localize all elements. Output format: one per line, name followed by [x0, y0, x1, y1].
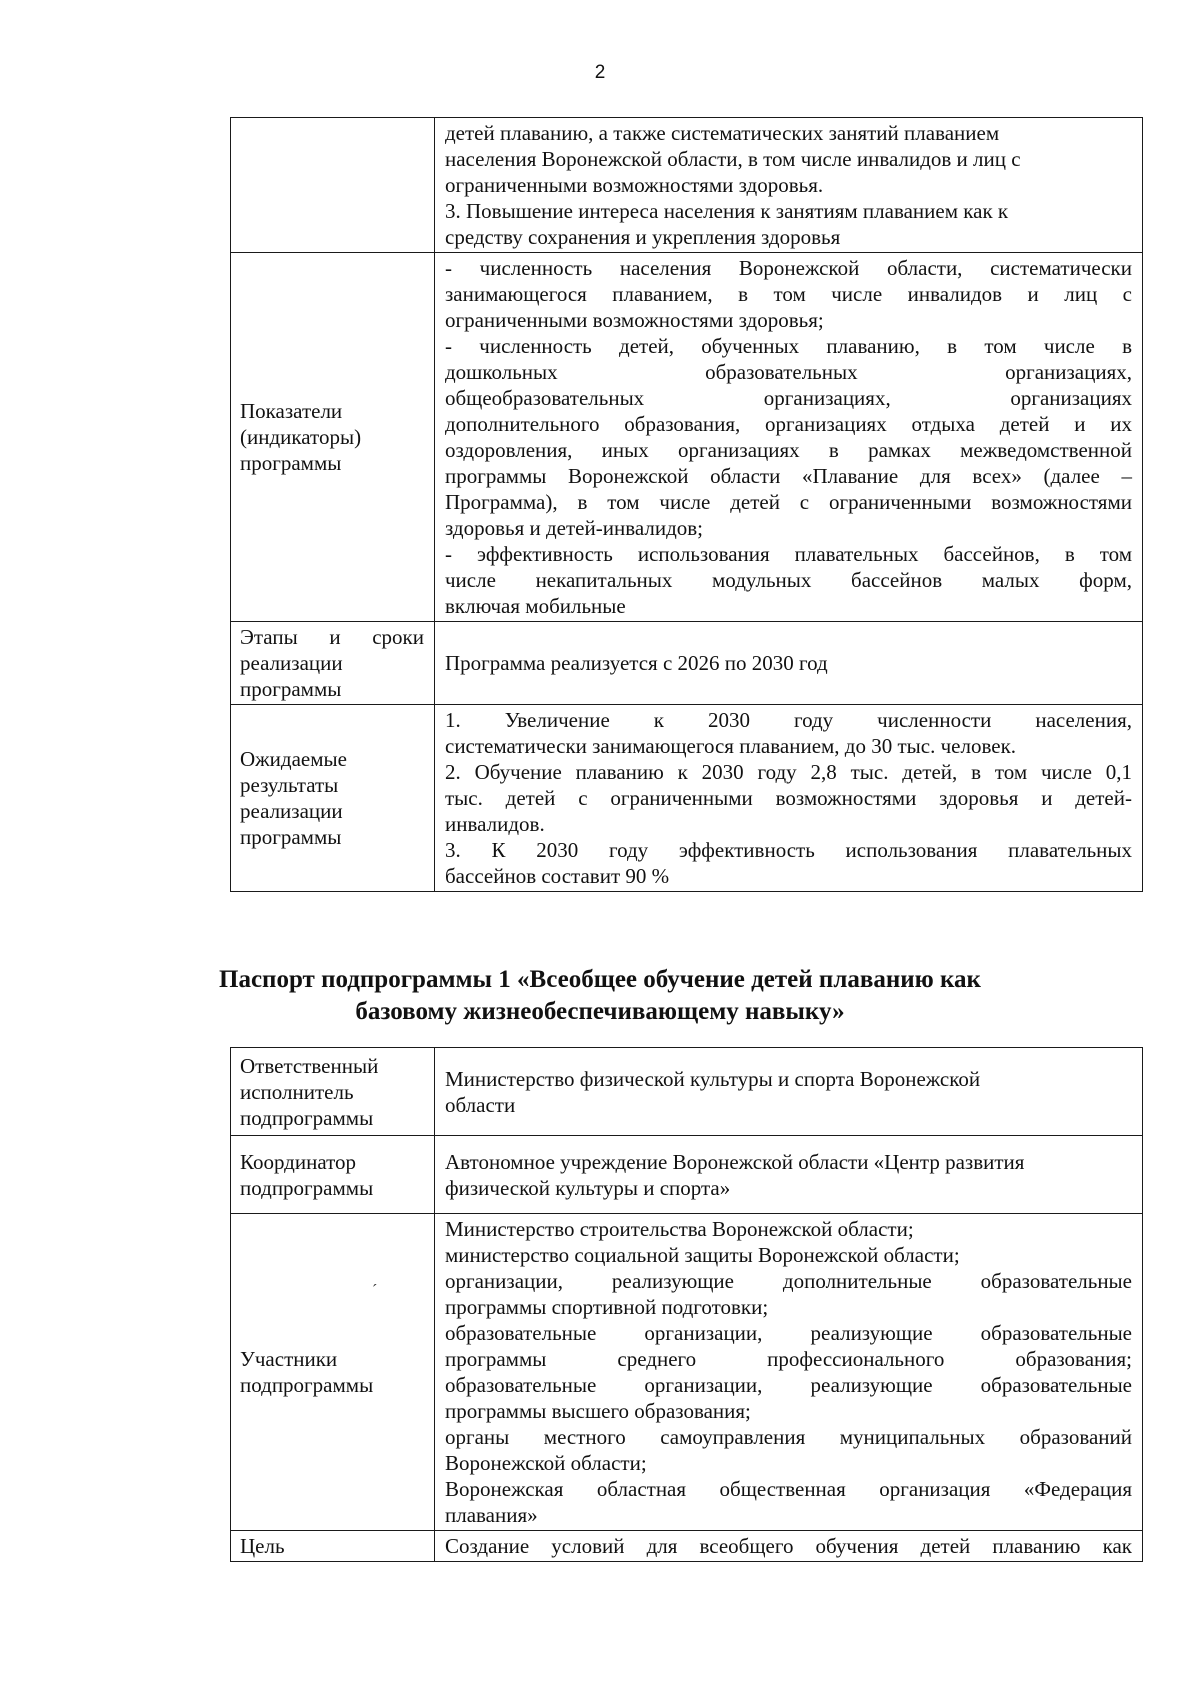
row-content-cell [435, 118, 1143, 253]
content-line: - эффективность использования плавательных бассейнов, в том [445, 542, 1132, 566]
row-stages [231, 622, 1143, 705]
row-label-cell [231, 1214, 435, 1531]
row-label-cell [231, 1048, 435, 1136]
row-label: Цель [240, 1534, 285, 1558]
content-line: общеобразовательных организациях, организациях [445, 386, 1132, 410]
content-line: здоровья и детей-инвалидов; [445, 516, 703, 540]
content-line: образовательные организации, реализующие образовательные [445, 1373, 1132, 1397]
table-body [231, 118, 1143, 892]
row-content-cell [435, 253, 1143, 622]
row-label [240, 624, 424, 702]
content-line: органы местного самоуправления муниципальных образований [445, 1425, 1132, 1449]
content-line: программы Воронежской области «Плавание для всех» (далее – [445, 464, 1132, 488]
content-line: организации, реализующие дополнительные образовательные [445, 1269, 1132, 1293]
subprogram-passport-table [230, 1047, 1143, 1562]
row-label-cell [231, 1136, 435, 1214]
row-label: Участники подпрограммы [240, 1347, 374, 1397]
content-line: числе некапитальных модульных бассейнов малых форм, [445, 568, 1132, 592]
content-line: дополнительного образования, организациях отдыха детей и их [445, 412, 1132, 436]
row-content-cell [435, 1136, 1143, 1214]
row-responsible-executor [231, 1048, 1143, 1136]
row-label: Ожидаемые результаты реализации программы [240, 747, 347, 849]
content-line: 3. К 2030 году эффективность использования плавательных [445, 838, 1132, 862]
row-label: Показатели (индикаторы) программы [240, 399, 362, 475]
content-line: Воронежской области; [445, 1451, 647, 1475]
row-label-cell [231, 622, 435, 705]
content-line: Министерство строительства Воронежской области; [445, 1217, 914, 1241]
page-number: 2 [594, 62, 606, 83]
row-content-cell [435, 622, 1143, 705]
label-line: Этапы и сроки [240, 625, 424, 649]
content-line: ограниченными возможностями здоровья. [445, 173, 824, 197]
heading-line-1: Паспорт подпрограммы 1 «Всеобщее обучение детей плаванию как [219, 966, 981, 993]
content-line: средству сохранения и укрепления здоровья [445, 225, 841, 249]
label-line: реализации [240, 651, 343, 675]
label-line: программы [240, 677, 342, 701]
row-indicators [231, 253, 1143, 622]
content-line: Автономное учреждение Воронежской области «Центр развития [445, 1149, 1025, 1174]
content-line: систематически занимающегося плаванием, до 30 тыс. человек. [445, 734, 1017, 758]
content-line: образовательные организации, реализующие образовательные [445, 1321, 1132, 1345]
content-line: Воронежская областная общественная организация «Федерация [445, 1477, 1132, 1501]
content-line: бассейнов составит 90 % [445, 864, 670, 888]
row-goal [231, 1531, 1143, 1562]
row-continuation [231, 118, 1143, 253]
content-line: 2. Обучение плаванию к 2030 году 2,8 тыс. детей, в том числе 0,1 [445, 760, 1132, 784]
program-passport-table [230, 117, 1143, 892]
row-label-cell [231, 705, 435, 892]
scan-mark: ´ [372, 1282, 378, 1299]
row-content-cell [435, 1214, 1143, 1531]
content-line: ограниченными возможностями здоровья; [445, 308, 824, 332]
row-content-cell [435, 1048, 1143, 1136]
content-line: плавания» [445, 1503, 538, 1527]
content-line: Создание условий для всеобщего обучения детей плаванию как [445, 1534, 1132, 1558]
table-body [231, 1048, 1143, 1562]
row-content-cell [435, 1531, 1143, 1562]
content-line: - численность населения Воронежской области, систематически [445, 256, 1132, 280]
content-line: программы среднего профессионального образования; [445, 1347, 1132, 1371]
row-label-cell [231, 1531, 435, 1562]
subprogram-heading [0, 964, 1200, 1028]
content-line: оздоровления, иных организациях в рамках межведомственной [445, 438, 1132, 462]
content-line: - численность детей, обученных плаванию, в том числе в [445, 334, 1132, 358]
content-line: детей плаванию, а также систематических занятий плаванием [445, 121, 1000, 145]
row-coordinator [231, 1136, 1143, 1214]
row-label-cell [231, 253, 435, 622]
row-label-cell [231, 118, 435, 253]
content-line: населения Воронежской области, в том числе инвалидов и лиц с [445, 147, 1021, 171]
content-line: министерство социальной защиты Воронежской области; [445, 1243, 960, 1267]
content-line: инвалидов. [445, 812, 545, 836]
content-line: области [445, 1092, 516, 1117]
row-content-cell [435, 705, 1143, 892]
content-line: Министерство физической культуры и спорта Воронежской [445, 1066, 981, 1091]
row-label: Координатор подпрограммы [240, 1149, 374, 1200]
content-line: занимающегося плаванием, в том числе инвалидов и лиц с [445, 282, 1132, 306]
content-line: программы высшего образования; [445, 1399, 751, 1423]
content-line: программы спортивной подготовки; [445, 1295, 769, 1319]
content-line: Программа реализуется с 2026 по 2030 год [445, 651, 828, 675]
content-line: включая мобильные [445, 594, 626, 618]
content-line: физической культуры и спорта» [445, 1175, 731, 1200]
content-line: 3. Повышение интереса населения к занятиям плаванием как к [445, 199, 1009, 223]
content-line: тыс. детей с ограниченными возможностями здоровья и детей- [445, 786, 1132, 810]
content-line: дошкольных образовательных организациях, [445, 360, 1132, 384]
row-participants [231, 1214, 1143, 1531]
row-expected-results [231, 705, 1143, 892]
heading-line-2: базовому жизнеобеспечивающему навыку» [355, 998, 845, 1025]
row-label: Ответственный исполнитель подпрограммы [240, 1053, 379, 1130]
content-line: Программа), в том числе детей с ограниченными возможностями [445, 490, 1132, 514]
content-line: 1. Увеличение к 2030 году численности населения, [445, 708, 1132, 732]
